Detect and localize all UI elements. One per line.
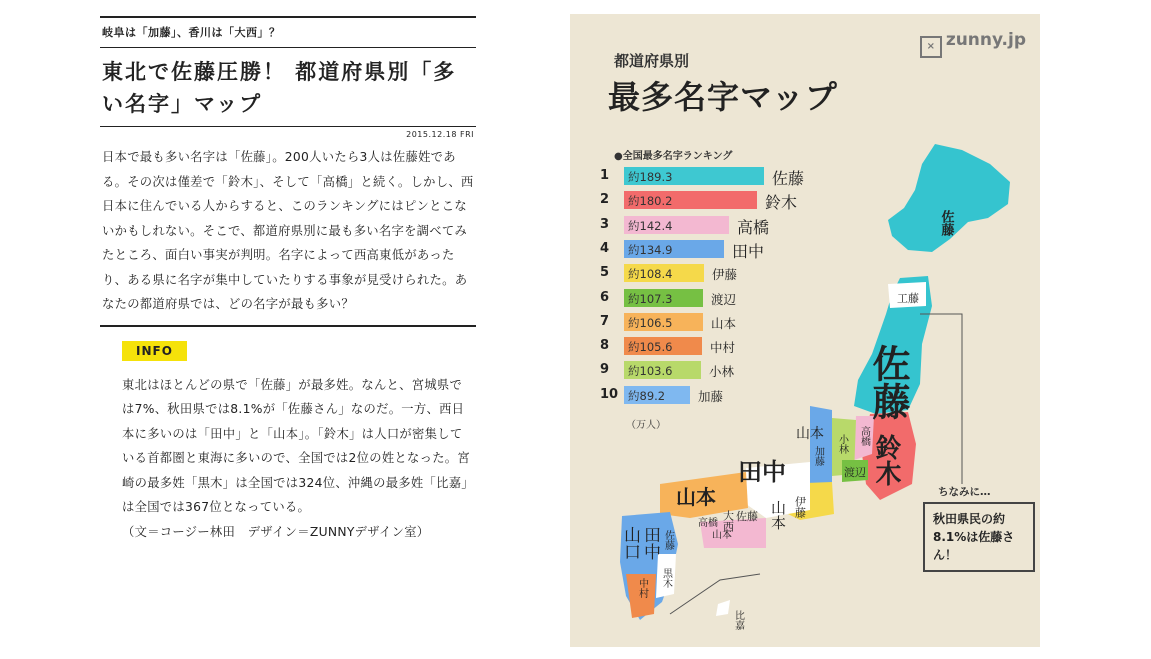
rank-number: 3 [600, 216, 610, 232]
rank-name: 中村 [710, 340, 736, 356]
infographic-poster [570, 14, 1040, 647]
rank-value: 約89.2 [628, 388, 666, 403]
rank-number: 9 [600, 362, 610, 378]
rank-number: 8 [600, 338, 610, 354]
map-label-nakamura: 中村 [636, 578, 648, 598]
map-label-onishi: 大西 [721, 510, 735, 532]
map-label-ito: 伊藤 [793, 496, 807, 518]
rank-value: 約180.2 [628, 194, 673, 209]
map-label-sato-k: 佐藤 [662, 530, 674, 550]
rank-value: 約103.6 [628, 364, 673, 379]
map-label-yamamoto-s: 山本 [712, 530, 732, 541]
info-badge: INFO [122, 341, 187, 361]
map-region-okinawa [716, 600, 730, 616]
map-label-yamamoto-k: 山本 [769, 500, 787, 530]
note-heading: ちなみに… [938, 486, 991, 498]
rank-value: 約142.4 [628, 218, 673, 233]
section-rule [100, 325, 476, 327]
rank-name: 小林 [709, 364, 735, 380]
poster-supertitle: 都道府県別 [614, 52, 690, 70]
ranking-row [600, 336, 860, 356]
info-credit: （文＝コージー林田 デザイン＝ZUNNYデザイン室） [122, 524, 430, 539]
rank-name: 山本 [711, 315, 737, 331]
article-headline: 東北で佐藤圧勝！ 都道府県別「多い名字」マップ [102, 60, 457, 116]
rank-value: 約105.6 [628, 340, 673, 355]
ranking-row [600, 360, 860, 380]
article-body: 日本で最も多い名字は「佐藤」。200人いたら3人は佐藤姓である。その次は僅差で「鈴木」、そして「高橋」と続く。しかし、西日本に住んでいる人からすると、このランキングにはピンとこないかもしれない。そこで、都道府県別に最も多い名字を調べてみたところ、面白い事実が判明。名字によって西高東低があったり、ある県に名字が集中していたりする事象が見受けられた。あなたの都道府県では、どの名字が最も多い？ [102, 150, 474, 311]
map-label-tanaka-k: 田中 [640, 526, 660, 560]
rank-number: 2 [600, 192, 610, 208]
rank-value: 約108.4 [628, 267, 673, 282]
ranking-row [600, 263, 860, 283]
ranking-row [600, 239, 860, 259]
rank-number: 7 [600, 313, 610, 329]
map-label-takahashi: 高橋 [858, 426, 870, 446]
rank-name: 佐藤 [772, 169, 805, 188]
info-text: 東北はほとんどの県で「佐藤」が最多姓。なんと、宮城県では7%、秋田県では8.1%が「佐藤さん」なのだ。一方、西日本に多いのは「田中」と「山本」。「鈴木」は人口が密集している首都圏と東海に多いので、全国では2位の姓となった。宮崎の最多姓「黒木」は全国では324位、沖縄の最多姓「比嘉」は全国では367位となっている。 [122, 377, 474, 514]
rank-number: 10 [600, 386, 619, 402]
map-label-yamamoto-c: 山本 [676, 485, 716, 509]
map-label-sato-w: 佐藤 [736, 510, 758, 523]
okinawa-frame-line [670, 574, 760, 614]
ranking-row [600, 312, 860, 332]
zunny-logo-icon: × [920, 36, 942, 58]
map-label-tanaka: 田中 [738, 458, 786, 486]
article-date: 2015.12.18 FRI [406, 130, 474, 139]
rank-number: 5 [600, 265, 610, 281]
note-box: 秋田県民の約8.1%は佐藤さん！ [923, 502, 1035, 572]
ranking-row [600, 385, 860, 405]
map-label-kobayashi: 小林 [836, 434, 848, 454]
map-label-kanto: 鈴木 [871, 434, 901, 486]
ranking-row [600, 166, 860, 186]
rank-name: 高橋 [737, 217, 770, 237]
ranking-heading: ●全国最多名字ランキング [614, 151, 733, 162]
map-label-yamaguchi: 山口 [620, 526, 640, 560]
ranking-row [600, 288, 860, 308]
rank-name: 鈴木 [765, 193, 798, 213]
ranking-row [600, 190, 860, 213]
rank-number: 4 [600, 240, 610, 256]
article-subhead: 岐阜は「加藤」、香川は「大西」？ [102, 26, 281, 39]
rank-name: 加藤 [698, 388, 724, 404]
brand-text: zunny.jp [945, 30, 1026, 50]
rank-name: 渡辺 [711, 291, 737, 307]
map-label-higa: 比嘉 [732, 610, 744, 630]
map-label-kuroki: 黒木 [660, 568, 672, 588]
rank-value: 約106.5 [628, 315, 673, 330]
rank-value: 約189.3 [628, 170, 673, 184]
ranking-unit: （万人） [626, 420, 666, 431]
rank-value: 約107.3 [628, 291, 673, 306]
rank-value: 約134.9 [628, 242, 673, 257]
map-label-watanabe: 渡辺 [844, 466, 866, 479]
map-label-yamamoto-e: 山本 [796, 426, 824, 442]
poster-title: 最多名字マップ [608, 78, 838, 116]
note-pointer-line [920, 314, 962, 484]
info-box [122, 340, 474, 545]
article [100, 16, 476, 544]
map-label-kato: 加藤 [812, 446, 824, 466]
map-label-tohoku: 佐藤 [866, 344, 910, 420]
ranking-row [600, 215, 860, 235]
rank-name: 伊藤 [712, 267, 738, 283]
map-label-aomori: 工藤 [897, 292, 919, 305]
rank-name: 田中 [732, 241, 765, 261]
map-label-takahashi-w: 高橋 [698, 518, 718, 529]
map-label-hokkaido: 佐藤 [938, 210, 954, 236]
rank-number: 1 [600, 168, 610, 183]
rank-number: 6 [600, 289, 610, 305]
